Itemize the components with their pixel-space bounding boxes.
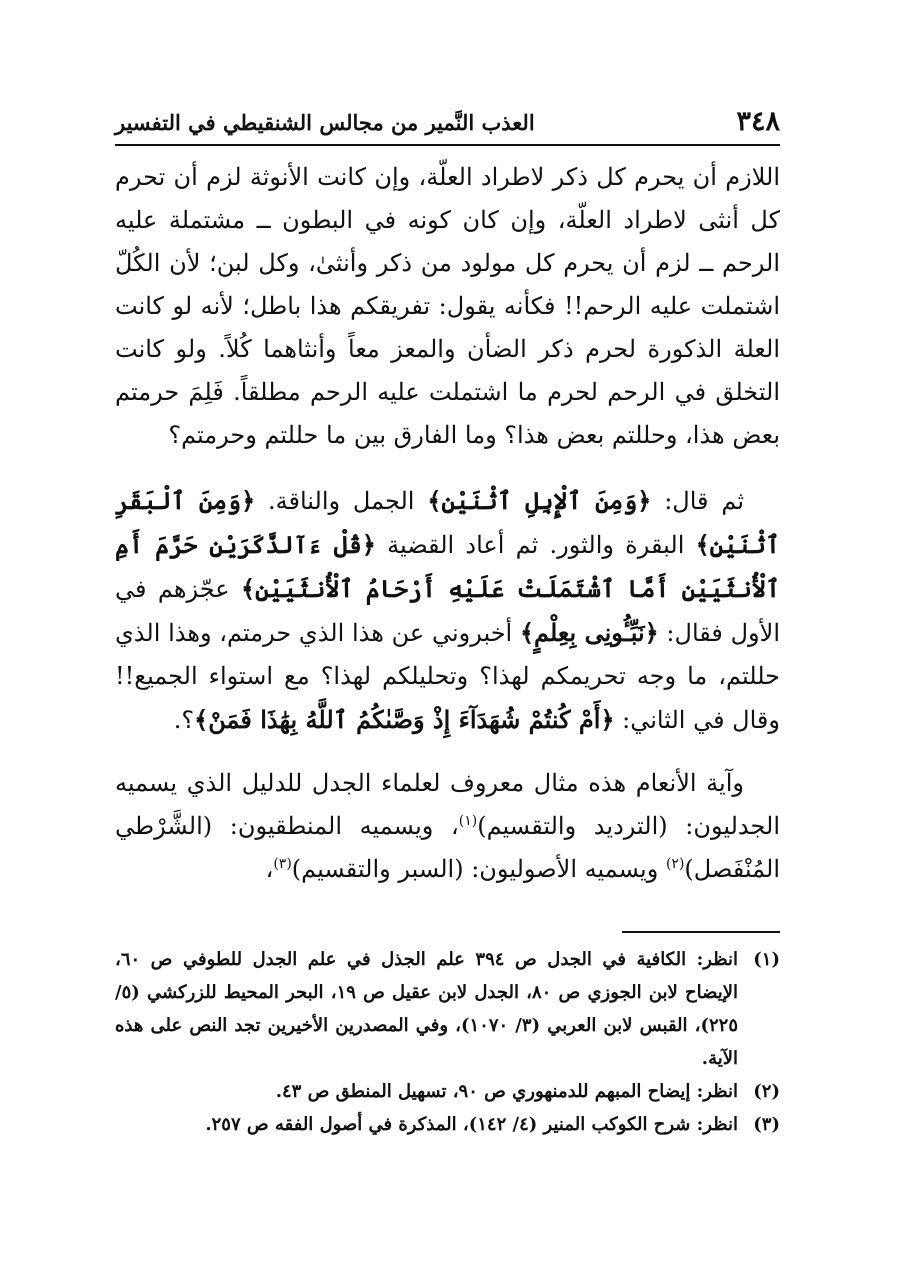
footnote-ref[interactable]: (٣) bbox=[273, 856, 292, 872]
paragraph-2 bbox=[115, 479, 780, 742]
text-run: ثم قال: bbox=[651, 487, 744, 515]
paragraph-1: اللازم أن يحرم كل ذكر لاطراد العلّة، وإن كانت الأنوثة لزم أن تحرم كل أنثى لاطراد العلّة، وإن كان كونه في البطون ــ مشتملة عليه الرحم ــ لزم أن يحرم كل مولود من ذكر وأنثىٰ، وكل لبن؛ لأن الكُلّ اشتملت عليه الرحم!! فكأنه يقول: تفريقكم هذا باطل؛ لأنه لو كانت العلة الذكورة لحرم ذكر الضأن والمعز معاً وأنثاهما كُلاً. ولو كانت التخلق في الرحم لحرم ما اشتملت عليه الرحم مطلقاً. فَلِمَ حرمتم بعض هذا، وحللتم بعض هذا؟ وما الفارق بين ما حللتم وحرمتم؟ bbox=[115, 163, 781, 449]
footnote-number: (٣) bbox=[753, 1114, 780, 1135]
footnote-item bbox=[115, 1075, 780, 1108]
footnote-text: انظر: شرح الكوكب المنير (٤/ ١٤٢)، المذكرة في أصول الفقه ص ٢٥٧. bbox=[205, 1114, 738, 1135]
footnote-separator bbox=[622, 931, 780, 933]
footnote-text: انظر: إيضاح المبهم للدمنهوري ص ٩٠، تسهيل المنطق ص ٤٣. bbox=[275, 1081, 738, 1102]
footnote-item bbox=[115, 943, 780, 1075]
running-title: العذب النَّمير من مجالس الشنقيطي في التفسير bbox=[115, 110, 535, 135]
page-header bbox=[115, 100, 780, 146]
text-run: ، ويسميه المنطقيون: (الشَّرْطي المُنْفَصل) bbox=[115, 812, 780, 883]
page-number: ٣٤٨ bbox=[736, 106, 780, 137]
footnote-ref[interactable]: (١) bbox=[458, 813, 478, 829]
text-run: وآية الأنعام هذه مثال معروف لعلماء الجدل للدليل الذي يسميه الجدليون: (الترديد والتقسيم) bbox=[115, 769, 780, 840]
footnote-number: (١) bbox=[753, 949, 780, 970]
text-run: ويسميه الأصوليون: (السبر والتقسيم) bbox=[291, 855, 666, 883]
quran-verse: ﴿نَبِّـُٔونِى بِعِلْمٍ﴾ bbox=[519, 618, 659, 647]
text-run: البقرة والثور. ثم أعاد القضية bbox=[375, 531, 696, 559]
quran-verse: ﴿قُلْ ءَآلذَّكَرَيْنِ حَرَّمَ أَمِ ٱلْأُنثَيَيْنِ أَمَّا ٱشْتَمَلَتْ عَلَيْهِ أَرْحَامُ ٱلْأُنثَيَيْنِ﴾ bbox=[115, 530, 781, 603]
paragraph-3 bbox=[115, 762, 780, 891]
footnotes bbox=[115, 943, 780, 1141]
text-run: ؟. bbox=[173, 706, 195, 734]
text-run: الجمل والناقة. bbox=[255, 487, 428, 515]
footnote-number: (٢) bbox=[753, 1081, 780, 1102]
main-text bbox=[115, 156, 780, 891]
footnote-item bbox=[115, 1108, 780, 1141]
footnote-text: انظر: الكافية في الجدل ص ٣٩٤ علم الجذل في علم الجدل للطوفي ص ٦٠، الإيضاح لابن الجوزي ص ٨٠، الجدل لابن عقيل ص ١٩، البحر المحيط للزركشي (٥/ ٢٢٥)، القبس لابن العربي (٣/ ١٠٧٠)، وفي المصدرين الأخيرين تجد النص على هذه الآية. bbox=[115, 949, 739, 1069]
text-run: أخبروني عن هذا الذي حرمتم، وهذا الذي حللتم، ما وجه تحريمكم لهذا؟ وتحليلكم لهذا؟ مع استواء الجميع!! وقال في الثاني: bbox=[115, 619, 780, 734]
text-run: ، bbox=[265, 855, 274, 883]
footnote-ref[interactable]: (٢) bbox=[665, 856, 685, 872]
quran-verse: ﴿وَمِنَ ٱلْبَقَرِ ٱثْنَيْنِ﴾ bbox=[115, 486, 780, 559]
quran-verse: ﴿وَمِنَ ٱلْإِبِلِ ٱثْنَيْنِ﴾ bbox=[427, 486, 652, 515]
text-run: عجّزهم في الأول فقال: bbox=[115, 575, 780, 647]
quran-verse: ﴿أَمْ كُنتُمْ شُهَدَآءَ إِذْ وَصَّىٰكُمُ ٱللَّهُ بِهَٰذَا فَمَنْ﴾ bbox=[194, 705, 615, 734]
